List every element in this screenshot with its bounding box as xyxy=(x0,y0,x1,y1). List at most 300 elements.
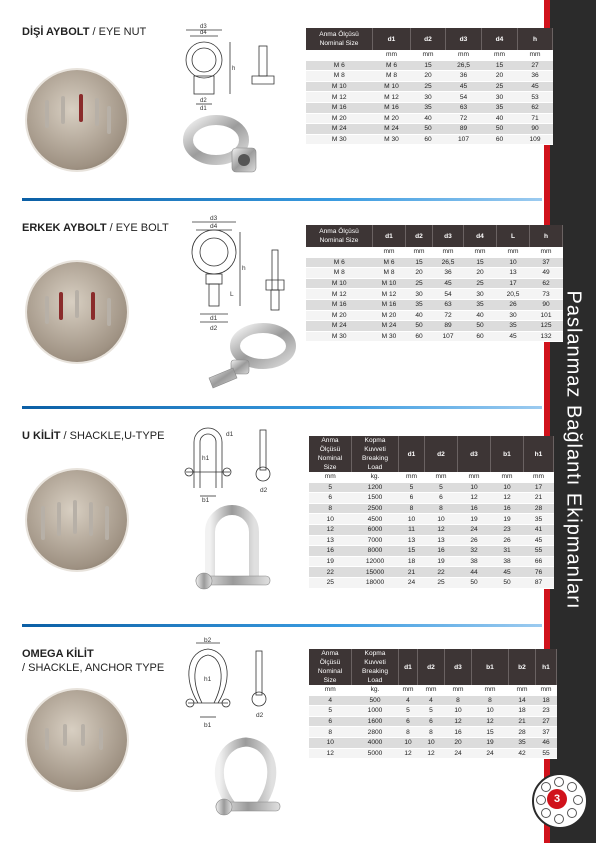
table-cell: 90 xyxy=(518,124,553,135)
eye-bolt-table xyxy=(306,225,563,342)
table-cell: 8 xyxy=(445,695,472,706)
section-separator xyxy=(22,406,542,409)
table-cell: M 6 xyxy=(373,257,406,268)
table-cell: 109 xyxy=(518,134,553,145)
table-cell: M 20 xyxy=(306,113,373,124)
table-cell: M 12 xyxy=(306,289,373,300)
table-cell: 35 xyxy=(497,321,530,332)
table-cell: M 24 xyxy=(306,124,373,135)
svg-text:d3: d3 xyxy=(200,24,207,30)
table-cell: 12 xyxy=(399,748,418,759)
table-cell: 5 xyxy=(309,482,352,493)
omega-shackle-product-image xyxy=(204,728,290,828)
table-cell: mm xyxy=(458,472,491,482)
table-cell: M 20 xyxy=(306,310,373,321)
eye-nut-table xyxy=(306,28,553,145)
table-cell: 15 xyxy=(406,257,433,268)
table-cell: 16 xyxy=(491,503,524,514)
table-cell: 35 xyxy=(509,737,536,748)
table-cell: 12 xyxy=(425,524,458,535)
table-cell: 4 xyxy=(309,695,352,706)
header-b1: b1 xyxy=(491,436,524,472)
table-cell: 1200 xyxy=(352,482,399,493)
table-cell: M 30 xyxy=(306,331,373,342)
table-cell: 13 xyxy=(399,535,425,546)
table-cell: 30 xyxy=(497,310,530,321)
svg-text:d2: d2 xyxy=(210,325,218,332)
svg-text:b1: b1 xyxy=(204,722,212,729)
table-cell: 18 xyxy=(536,695,557,706)
table-cell: M 10 xyxy=(373,81,411,92)
header-h1: h1 xyxy=(536,649,557,685)
table-row xyxy=(306,134,553,145)
table-cell: 20,5 xyxy=(497,289,530,300)
table-cell: 15 xyxy=(399,546,425,557)
table-cell: mm xyxy=(309,472,352,482)
header-d2: d2 xyxy=(425,436,458,472)
units-row xyxy=(309,685,557,695)
table-cell: M 8 xyxy=(306,71,373,82)
table-row xyxy=(306,257,563,268)
table-cell: 8 xyxy=(472,695,509,706)
table-cell: 10 xyxy=(309,514,352,525)
table-cell: 30 xyxy=(406,289,433,300)
table-cell: 107 xyxy=(446,134,482,145)
table-cell: 30 xyxy=(482,92,518,103)
table-cell: 28 xyxy=(524,503,554,514)
table-cell: 73 xyxy=(530,289,563,300)
table-row xyxy=(309,727,557,738)
table-row xyxy=(309,482,554,493)
header-d3: d3 xyxy=(445,649,472,685)
table-cell: 10 xyxy=(491,482,524,493)
table-cell: 50 xyxy=(406,321,433,332)
table-row xyxy=(309,716,557,727)
table-cell: mm xyxy=(509,685,536,695)
table-cell: 2800 xyxy=(352,727,399,738)
table-cell: 50 xyxy=(491,577,524,588)
table-row xyxy=(309,737,557,748)
table-cell: 12 xyxy=(458,493,491,504)
section-separator xyxy=(22,198,542,201)
table-cell: 10 xyxy=(497,257,530,268)
table-cell: 12 xyxy=(445,716,472,727)
table-cell: 55 xyxy=(524,546,554,557)
table-cell: 26,5 xyxy=(433,257,464,268)
table-row xyxy=(309,556,554,567)
table-cell: 8 xyxy=(309,503,352,514)
table-cell: M 12 xyxy=(373,92,411,103)
header-h: h xyxy=(518,28,553,50)
table-cell: mm xyxy=(472,685,509,695)
svg-text:b2: b2 xyxy=(204,637,212,644)
table-cell: 10 xyxy=(472,706,509,717)
table-cell: 11 xyxy=(399,524,425,535)
table-cell: mm xyxy=(399,685,418,695)
table-cell: 14 xyxy=(509,695,536,706)
table-cell: 41 xyxy=(524,524,554,535)
table-cell: 40 xyxy=(411,113,446,124)
table-cell: 6 xyxy=(418,716,445,727)
table-cell: 30 xyxy=(464,289,497,300)
table-cell: mm xyxy=(425,472,458,482)
table-cell: 26,5 xyxy=(446,60,482,71)
table-cell: 1000 xyxy=(352,706,399,717)
table-row xyxy=(309,748,557,759)
table-cell: 6 xyxy=(399,716,418,727)
table-cell: 25 xyxy=(411,81,446,92)
table-cell: 60 xyxy=(406,331,433,342)
table-cell: M 8 xyxy=(373,71,411,82)
table-cell: M 24 xyxy=(373,124,411,135)
table-cell: 54 xyxy=(446,92,482,103)
eye-nut-diagram xyxy=(176,20,296,112)
table-cell: 12 xyxy=(418,748,445,759)
svg-text:d2: d2 xyxy=(200,98,207,104)
header-b1: b1 xyxy=(472,649,509,685)
table-cell: 15 xyxy=(472,727,509,738)
table-cell: 71 xyxy=(518,113,553,124)
table-cell: 15 xyxy=(482,60,518,71)
table-row xyxy=(306,331,563,342)
table-cell: 16 xyxy=(309,546,352,557)
table-cell: 36 xyxy=(433,268,464,279)
table-cell: 36 xyxy=(446,71,482,82)
table-row xyxy=(306,60,553,71)
table-cell: 25 xyxy=(309,577,352,588)
svg-text:d3: d3 xyxy=(210,215,218,222)
table-cell: 6 xyxy=(309,716,352,727)
header-h: h xyxy=(530,225,563,247)
table-cell: 22 xyxy=(309,567,352,578)
table-cell: M 30 xyxy=(373,134,411,145)
table-cell: 89 xyxy=(446,124,482,135)
omega-shackle-table-body xyxy=(309,685,557,759)
table-cell: 42 xyxy=(509,748,536,759)
table-cell: 20 xyxy=(482,71,518,82)
table-cell: M 16 xyxy=(373,102,411,113)
table-cell: mm xyxy=(524,472,554,482)
table-cell: mm xyxy=(399,472,425,482)
table-cell: 4 xyxy=(418,695,445,706)
table-cell: 40 xyxy=(464,310,497,321)
table-cell: 15 xyxy=(464,257,497,268)
table-cell: 7000 xyxy=(352,535,399,546)
table-cell: 8 xyxy=(399,727,418,738)
table-cell: 125 xyxy=(530,321,563,332)
u-shackle-table-body xyxy=(309,472,554,588)
table-cell: 19 xyxy=(425,556,458,567)
svg-text:d1: d1 xyxy=(226,431,234,438)
section-title-eye-bolt: ERKEK AYBOLT / EYE BOLT xyxy=(22,222,169,234)
eye-nut-product-image xyxy=(180,112,266,180)
table-cell: mm xyxy=(406,247,433,257)
table-cell: 20 xyxy=(445,737,472,748)
table-row xyxy=(309,546,554,557)
table-cell: 101 xyxy=(530,310,563,321)
table-cell: 16 xyxy=(425,546,458,557)
table-cell: 107 xyxy=(433,331,464,342)
table-row xyxy=(309,706,557,717)
svg-text:h1: h1 xyxy=(202,455,210,462)
svg-text:L: L xyxy=(230,291,234,298)
table-cell: 35 xyxy=(524,514,554,525)
table-cell: 23 xyxy=(491,524,524,535)
table-cell: mm xyxy=(497,247,530,257)
table-cell: 89 xyxy=(433,321,464,332)
svg-text:b1: b1 xyxy=(202,497,210,504)
table-row xyxy=(309,493,554,504)
table-row xyxy=(309,567,554,578)
table-cell: 4 xyxy=(399,695,418,706)
table-cell: 66 xyxy=(524,556,554,567)
table-cell: M 10 xyxy=(373,278,406,289)
table-row xyxy=(306,71,553,82)
table-cell: 6000 xyxy=(352,524,399,535)
page-number: 3 xyxy=(547,789,567,809)
table-cell: 18000 xyxy=(352,577,399,588)
table-cell: 13 xyxy=(497,268,530,279)
table-cell: M 8 xyxy=(373,268,406,279)
table-cell: 10 xyxy=(445,706,472,717)
table-cell: M 30 xyxy=(373,331,406,342)
table-cell: 35 xyxy=(482,102,518,113)
table-cell: 10 xyxy=(458,482,491,493)
table-cell: 10 xyxy=(309,737,352,748)
table-cell: 20 xyxy=(411,71,446,82)
svg-text:d1: d1 xyxy=(200,106,207,112)
table-cell: mm xyxy=(411,50,446,60)
table-cell: mm xyxy=(491,472,524,482)
table-cell: 18 xyxy=(509,706,536,717)
table-row xyxy=(306,299,563,310)
table-cell: 54 xyxy=(433,289,464,300)
table-cell: 50 xyxy=(411,124,446,135)
table-cell: 19 xyxy=(458,514,491,525)
table-cell: 10 xyxy=(418,737,445,748)
table-cell: 45 xyxy=(433,278,464,289)
table-cell: M 16 xyxy=(306,299,373,310)
table-cell: 24 xyxy=(399,577,425,588)
table-cell: 44 xyxy=(458,567,491,578)
svg-text:d4: d4 xyxy=(210,223,218,230)
table-cell: 12 xyxy=(309,524,352,535)
table-cell: 19 xyxy=(309,556,352,567)
table-cell: 45 xyxy=(518,81,553,92)
table-cell: 27 xyxy=(536,716,557,727)
table-cell: 1600 xyxy=(352,716,399,727)
table-cell: M 16 xyxy=(306,102,373,113)
header-d4: d4 xyxy=(482,28,518,50)
table-cell xyxy=(306,247,373,257)
header-nominal-size: Anma Ölçüsü Nominal Size xyxy=(306,28,373,50)
svg-text:d2: d2 xyxy=(260,487,268,494)
table-cell: mm xyxy=(518,50,553,60)
table-cell: 8000 xyxy=(352,546,399,557)
table-cell: 27 xyxy=(518,60,553,71)
table-cell: 500 xyxy=(352,695,399,706)
table-cell: 32 xyxy=(458,546,491,557)
table-row xyxy=(306,278,563,289)
table-cell: 38 xyxy=(491,556,524,567)
table-cell: 31 xyxy=(491,546,524,557)
table-cell: 19 xyxy=(491,514,524,525)
table-cell: 4500 xyxy=(352,514,399,525)
omega-shackle-table xyxy=(309,649,557,759)
table-cell: 8 xyxy=(425,503,458,514)
table-cell: 24 xyxy=(472,748,509,759)
table-cell: 25 xyxy=(464,278,497,289)
table-cell: 45 xyxy=(497,331,530,342)
table-row xyxy=(306,81,553,92)
svg-text:d1: d1 xyxy=(210,315,218,322)
u-shackle-product-image xyxy=(188,504,278,604)
table-cell: 63 xyxy=(433,299,464,310)
table-cell: 12 xyxy=(309,748,352,759)
table-cell: 5 xyxy=(309,706,352,717)
header-b2: b2 xyxy=(509,649,536,685)
table-row xyxy=(306,102,553,113)
table-cell: 60 xyxy=(411,134,446,145)
table-cell: M 6 xyxy=(373,60,411,71)
table-cell: 53 xyxy=(518,92,553,103)
header-nominal-size: Anma Ölçüsü Nominal Size xyxy=(309,436,352,472)
table-cell: 5 xyxy=(399,482,425,493)
header-d4: d4 xyxy=(464,225,497,247)
u-shackle-table xyxy=(309,436,554,589)
section-title-eye-nut: DİŞİ AYBOLT / EYE NUT xyxy=(22,26,147,38)
table-cell: M 6 xyxy=(306,257,373,268)
table-cell: 72 xyxy=(433,310,464,321)
table-cell: mm xyxy=(482,50,518,60)
table-cell: mm xyxy=(418,685,445,695)
header-d1: d1 xyxy=(399,436,425,472)
table-cell: 72 xyxy=(446,113,482,124)
section-title-omega-shackle: OMEGA KİLİT / SHACKLE, ANCHOR TYPE xyxy=(22,648,165,674)
table-cell: mm xyxy=(446,50,482,60)
table-cell: 19 xyxy=(472,737,509,748)
table-cell: 10 xyxy=(399,514,425,525)
table-cell: 45 xyxy=(524,535,554,546)
table-cell: 4000 xyxy=(352,737,399,748)
eye-bolt-diagram xyxy=(176,214,296,334)
table-cell: 46 xyxy=(536,737,557,748)
table-cell: 50 xyxy=(464,321,497,332)
table-cell: 62 xyxy=(530,278,563,289)
table-cell: 132 xyxy=(530,331,563,342)
table-cell: M 20 xyxy=(373,113,411,124)
table-cell: 20 xyxy=(406,268,433,279)
table-cell: 63 xyxy=(446,102,482,113)
table-cell: 17 xyxy=(524,482,554,493)
table-cell: 45 xyxy=(446,81,482,92)
header-d1: d1 xyxy=(373,225,406,247)
table-row xyxy=(306,289,563,300)
table-cell: 40 xyxy=(406,310,433,321)
header-d1: d1 xyxy=(399,649,418,685)
table-cell: 45 xyxy=(491,567,524,578)
units-row xyxy=(306,50,553,60)
table-cell: 50 xyxy=(458,577,491,588)
table-cell: 26 xyxy=(491,535,524,546)
header-nominal-size: Anma Ölçüsü Nominal Size xyxy=(309,649,352,685)
eye-bolt-photo xyxy=(27,262,127,362)
table-cell: 24 xyxy=(445,748,472,759)
section-title-u-shackle: U KİLİT / SHACKLE,U-TYPE xyxy=(22,430,165,442)
table-cell: 23 xyxy=(536,706,557,717)
svg-text:d4: d4 xyxy=(200,30,207,36)
table-cell: 26 xyxy=(458,535,491,546)
header-d3: d3 xyxy=(458,436,491,472)
table-cell: M 24 xyxy=(306,321,373,332)
side-title: Paslanmaz Bağlantı Ekipmanları xyxy=(562,290,585,610)
table-cell: 12 xyxy=(491,493,524,504)
table-cell: 50 xyxy=(482,124,518,135)
table-cell: M 16 xyxy=(373,299,406,310)
table-cell: 30 xyxy=(411,92,446,103)
table-cell: 21 xyxy=(509,716,536,727)
table-cell: 10 xyxy=(399,737,418,748)
table-row xyxy=(306,268,563,279)
table-cell: M 20 xyxy=(373,310,406,321)
table-cell: 5 xyxy=(418,706,445,717)
table-cell: 36 xyxy=(518,71,553,82)
table-cell: 87 xyxy=(524,577,554,588)
table-cell: M 6 xyxy=(306,60,373,71)
table-cell: 17 xyxy=(497,278,530,289)
table-row xyxy=(309,577,554,588)
table-row xyxy=(309,514,554,525)
table-row xyxy=(309,524,554,535)
table-cell: 21 xyxy=(399,567,425,578)
table-cell: M 10 xyxy=(306,278,373,289)
table-cell: M 24 xyxy=(373,321,406,332)
header-d3: d3 xyxy=(433,225,464,247)
table-row xyxy=(309,503,554,514)
header-d3: d3 xyxy=(446,28,482,50)
table-cell: M 30 xyxy=(306,134,373,145)
header-nominal-size: Anma Ölçüsü Nominal Size xyxy=(306,225,373,247)
table-cell: M 12 xyxy=(306,92,373,103)
header-d1: d1 xyxy=(373,28,411,50)
eye-nut-photo xyxy=(27,70,127,170)
table-cell: 16 xyxy=(445,727,472,738)
table-cell: 15 xyxy=(411,60,446,71)
units-row xyxy=(306,247,563,257)
table-cell: kg. xyxy=(352,685,399,695)
header-L: L xyxy=(497,225,530,247)
table-cell: 37 xyxy=(536,727,557,738)
table-row xyxy=(309,535,554,546)
eye-bolt-product-image xyxy=(205,322,301,392)
table-cell: mm xyxy=(445,685,472,695)
units-row xyxy=(309,472,554,482)
table-row xyxy=(309,695,557,706)
table-cell: 40 xyxy=(482,113,518,124)
table-cell: 25 xyxy=(406,278,433,289)
table-cell: 5 xyxy=(399,706,418,717)
table-cell: 6 xyxy=(399,493,425,504)
svg-text:d2: d2 xyxy=(256,712,264,719)
svg-text:h: h xyxy=(242,265,246,272)
table-cell: 35 xyxy=(411,102,446,113)
table-cell: 35 xyxy=(464,299,497,310)
table-cell: 6 xyxy=(425,493,458,504)
table-cell: mm xyxy=(373,247,406,257)
table-cell: 38 xyxy=(458,556,491,567)
table-cell: 60 xyxy=(482,134,518,145)
header-d2: d2 xyxy=(418,649,445,685)
